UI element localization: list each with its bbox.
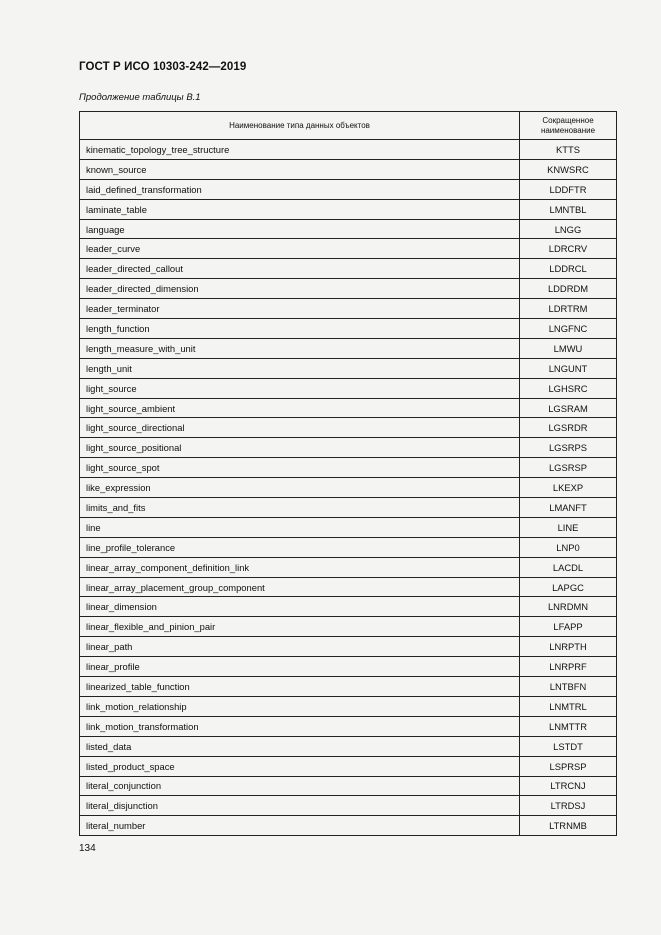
- short-name-cell: LAPGC: [520, 577, 617, 597]
- type-name-cell: linear_array_placement_group_component: [80, 577, 520, 597]
- table-row: [80, 696, 617, 716]
- table-row: [80, 816, 617, 836]
- header-type-name: Наименование типа данных объектов: [80, 112, 520, 140]
- table-row: [80, 597, 617, 617]
- table-row: [80, 617, 617, 637]
- table-row: [80, 736, 617, 756]
- short-name-cell: LSPRSP: [520, 756, 617, 776]
- short-name-cell: LDDRCL: [520, 259, 617, 279]
- short-name-cell: LTRNMB: [520, 816, 617, 836]
- type-name-cell: link_motion_relationship: [80, 696, 520, 716]
- table-row: [80, 756, 617, 776]
- type-name-cell: leader_curve: [80, 239, 520, 259]
- table-row: [80, 478, 617, 498]
- table-row: [80, 557, 617, 577]
- table-row: [80, 319, 617, 339]
- short-name-cell: LNTBFN: [520, 677, 617, 697]
- type-name-cell: laminate_table: [80, 199, 520, 219]
- type-name-cell: link_motion_transformation: [80, 716, 520, 736]
- table-row: [80, 776, 617, 796]
- table-row: [80, 378, 617, 398]
- table-row: [80, 537, 617, 557]
- type-name-cell: literal_disjunction: [80, 796, 520, 816]
- type-name-cell: linear_dimension: [80, 597, 520, 617]
- data-types-table: [79, 111, 617, 836]
- table-row: [80, 199, 617, 219]
- table-caption: Продолжение таблицы В.1: [79, 92, 201, 103]
- short-name-cell: LINE: [520, 517, 617, 537]
- table-row: [80, 299, 617, 319]
- short-name-cell: LGSRDR: [520, 418, 617, 438]
- table-row: [80, 677, 617, 697]
- table-row: [80, 140, 617, 160]
- type-name-cell: kinematic_topology_tree_structure: [80, 140, 520, 160]
- short-name-cell: LMNTBL: [520, 199, 617, 219]
- type-name-cell: known_source: [80, 159, 520, 179]
- type-name-cell: literal_conjunction: [80, 776, 520, 796]
- short-name-cell: LTRDSJ: [520, 796, 617, 816]
- type-name-cell: linear_path: [80, 637, 520, 657]
- type-name-cell: linear_flexible_and_pinion_pair: [80, 617, 520, 637]
- short-name-cell: LKEXP: [520, 478, 617, 498]
- table-row: [80, 338, 617, 358]
- type-name-cell: light_source_spot: [80, 458, 520, 478]
- type-name-cell: leader_directed_callout: [80, 259, 520, 279]
- type-name-cell: linear_array_component_definition_link: [80, 557, 520, 577]
- short-name-cell: LNMTTR: [520, 716, 617, 736]
- short-name-cell: LMWU: [520, 338, 617, 358]
- table-row: [80, 179, 617, 199]
- table-row: [80, 259, 617, 279]
- type-name-cell: laid_defined_transformation: [80, 179, 520, 199]
- type-name-cell: line_profile_tolerance: [80, 537, 520, 557]
- type-name-cell: linear_profile: [80, 657, 520, 677]
- table-row: [80, 716, 617, 736]
- short-name-cell: LGSRSP: [520, 458, 617, 478]
- short-name-cell: KTTS: [520, 140, 617, 160]
- page-number: 134: [79, 843, 96, 854]
- short-name-cell: LDDRDM: [520, 279, 617, 299]
- short-name-cell: KNWSRC: [520, 159, 617, 179]
- short-name-cell: LGSRPS: [520, 438, 617, 458]
- table-row: [80, 498, 617, 518]
- table-row: [80, 358, 617, 378]
- table-row: [80, 577, 617, 597]
- type-name-cell: leader_directed_dimension: [80, 279, 520, 299]
- type-name-cell: light_source_ambient: [80, 398, 520, 418]
- short-name-cell: LMANFT: [520, 498, 617, 518]
- short-name-cell: LNMTRL: [520, 696, 617, 716]
- type-name-cell: light_source: [80, 378, 520, 398]
- type-name-cell: like_expression: [80, 478, 520, 498]
- type-name-cell: listed_data: [80, 736, 520, 756]
- table-row: [80, 438, 617, 458]
- short-name-cell: LGSRAM: [520, 398, 617, 418]
- type-name-cell: literal_number: [80, 816, 520, 836]
- short-name-cell: LDDFTR: [520, 179, 617, 199]
- type-name-cell: length_measure_with_unit: [80, 338, 520, 358]
- short-name-cell: LNGG: [520, 219, 617, 239]
- table-row: [80, 796, 617, 816]
- table-header-row: [80, 112, 617, 140]
- short-name-cell: LSTDT: [520, 736, 617, 756]
- short-name-cell: LFAPP: [520, 617, 617, 637]
- short-name-cell: LNGFNC: [520, 319, 617, 339]
- table-row: [80, 219, 617, 239]
- type-name-cell: linearized_table_function: [80, 677, 520, 697]
- type-name-cell: language: [80, 219, 520, 239]
- table-row: [80, 458, 617, 478]
- type-name-cell: limits_and_fits: [80, 498, 520, 518]
- table-row: [80, 637, 617, 657]
- document-title: ГОСТ Р ИСО 10303-242—2019: [79, 61, 247, 73]
- short-name-cell: LNRPRF: [520, 657, 617, 677]
- type-name-cell: length_function: [80, 319, 520, 339]
- short-name-cell: LNGUNT: [520, 358, 617, 378]
- type-name-cell: length_unit: [80, 358, 520, 378]
- short-name-cell: LDRTRM: [520, 299, 617, 319]
- short-name-cell: LACDL: [520, 557, 617, 577]
- short-name-cell: LDRCRV: [520, 239, 617, 259]
- type-name-cell: light_source_positional: [80, 438, 520, 458]
- type-name-cell: line: [80, 517, 520, 537]
- table-row: [80, 279, 617, 299]
- header-short-name: Сокращенное наименование: [520, 112, 617, 140]
- short-name-cell: LNRDMN: [520, 597, 617, 617]
- table-row: [80, 517, 617, 537]
- short-name-cell: LNP0: [520, 537, 617, 557]
- table-row: [80, 657, 617, 677]
- short-name-cell: LNRPTH: [520, 637, 617, 657]
- table-row: [80, 398, 617, 418]
- table-row: [80, 159, 617, 179]
- type-name-cell: listed_product_space: [80, 756, 520, 776]
- short-name-cell: LTRCNJ: [520, 776, 617, 796]
- short-name-cell: LGHSRC: [520, 378, 617, 398]
- type-name-cell: light_source_directional: [80, 418, 520, 438]
- table-row: [80, 418, 617, 438]
- table-row: [80, 239, 617, 259]
- type-name-cell: leader_terminator: [80, 299, 520, 319]
